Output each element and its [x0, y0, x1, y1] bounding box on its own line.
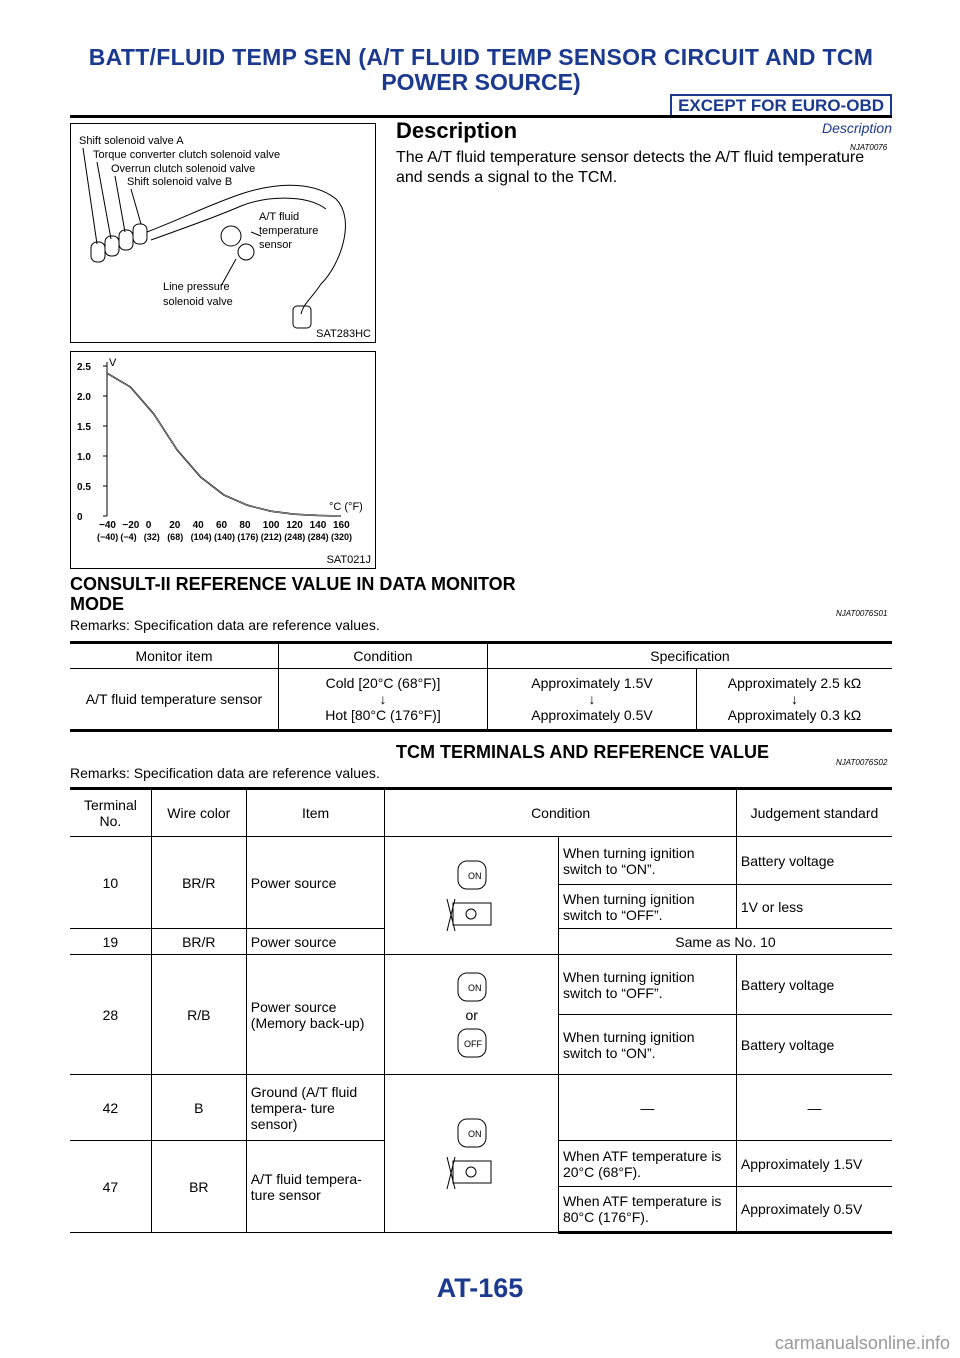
spec-k2: Approximately 0.3 kΩ [727, 707, 862, 723]
x-tick-label-f: (104) [190, 532, 212, 542]
description-line2: and sends a signal to the TCM. [396, 169, 618, 186]
cell-condition: When turning ignition switch to “OFF”. [558, 955, 736, 1015]
cell-item: Power source [246, 837, 385, 929]
cell-item: Power source (Memory back-up) [246, 955, 385, 1075]
ignition-off-icon [450, 1025, 494, 1061]
cell-no: 10 [70, 837, 151, 929]
ignition-on-icon [450, 1115, 494, 1151]
x-tick-label-f: (212) [260, 532, 282, 542]
spec-v1: Approximately 1.5V [531, 675, 653, 691]
th-wire: Wire color [151, 789, 246, 837]
svg-text:ON: ON [467, 1128, 482, 1139]
x-tick-label: 120 [286, 520, 303, 531]
svg-text:OFF: OFF [463, 1038, 482, 1049]
cell-condition: When turning ignition switch to “ON”. [558, 837, 736, 885]
label-shift-a: Shift solenoid valve A [79, 135, 184, 147]
x-tick-label: 140 [309, 520, 327, 531]
th-condition: Condition [385, 789, 736, 837]
consult-spec-volt [488, 669, 697, 731]
x-tick-label-f: (140) [214, 532, 236, 542]
arrow-down: ↓ [588, 691, 596, 707]
cell-no: 28 [70, 955, 151, 1075]
ignition-on-icon [450, 857, 494, 893]
svg-text:ON: ON [467, 982, 482, 993]
cell-judgement: 1V or less [736, 885, 892, 929]
engine-icon [445, 895, 499, 935]
header-title-line1: BATT/FLUID TEMP SEN (A/T FLUID TEMP SENSOR CIRCUIT AND TCM [88, 44, 874, 70]
consult-table [70, 641, 892, 732]
cell-condition: When ATF temperature is 20°C (68°F). [558, 1141, 736, 1187]
consult-heading-line2: MODE [70, 594, 124, 614]
tcm-row-42 [70, 1075, 892, 1141]
consult-condition [279, 669, 488, 731]
page-header [70, 44, 892, 136]
cell-color: B [151, 1075, 246, 1141]
x-tick-label-f: (248) [284, 532, 306, 542]
label-atf2: temperature [259, 225, 319, 237]
x-tick-label-f: (320) [331, 532, 353, 542]
description-line1: The A/T fluid temperature sensor detects the A/T fluid temperature [396, 149, 865, 166]
consult-header-row [70, 643, 892, 669]
cell-condition: When ATF temperature is 80°C (176°F). [558, 1187, 736, 1233]
temp-sensor-chart [70, 351, 376, 569]
th-monitor-item: Monitor item [70, 643, 279, 669]
consult-spec-kohm [697, 669, 893, 731]
label-atf1: A/T fluid [259, 211, 300, 223]
spec-k1: Approximately 2.5 kΩ [727, 675, 862, 691]
cond-cold: Cold [20°C (68°F)] [325, 675, 441, 691]
consult-item: A/T fluid temperature sensor [70, 669, 279, 731]
th-condition: Condition [279, 643, 488, 669]
x-tick-label: 20 [169, 520, 181, 531]
consult-remark: Remarks: Specification data are reference values. [70, 617, 380, 633]
header-title-line2: POWER SOURCE) [381, 69, 581, 95]
ignition-on-icon [450, 969, 494, 1005]
y-tick-label: 2.0 [77, 392, 91, 403]
th-judgement: Judgement standard [736, 789, 892, 837]
x-unit-label: °C (°F) [329, 501, 363, 513]
label-overrun: Overrun clutch solenoid valve [111, 163, 256, 175]
tcm-table [70, 787, 892, 1234]
cell-judgement: — [736, 1075, 892, 1141]
cell-same: Same as No. 10 [558, 929, 892, 955]
cell-item: Power source [246, 929, 385, 955]
description-heading: Description [396, 118, 518, 143]
arrow-down: ↓ [791, 691, 798, 707]
tcm-row-10a [70, 837, 892, 885]
cell-condition: When turning ignition switch to “ON”. [558, 1015, 736, 1075]
x-tick-label-f: (176) [237, 532, 259, 542]
cell-color: BR [151, 1141, 246, 1233]
x-tick-label: −20 [122, 520, 140, 531]
x-tick-label: 80 [239, 520, 251, 531]
tcm-heading: TCM TERMINALS AND REFERENCE VALUE [396, 742, 769, 762]
spec-v2: Approximately 0.5V [531, 707, 653, 723]
th-terminal: Terminal No. [70, 789, 151, 837]
figure1-id: SAT283HC [316, 328, 371, 340]
label-line1: Line pressure [163, 281, 230, 293]
or-label: or [465, 1006, 478, 1023]
label-shift-b: Shift solenoid valve B [127, 176, 233, 188]
x-tick-label: 100 [262, 520, 280, 531]
cell-judgement: Battery voltage [736, 837, 892, 885]
cell-condition: When turning ignition switch to “OFF”. [558, 885, 736, 929]
cell-item: A/T fluid tempera- ture sensor [246, 1141, 385, 1233]
icon-cell-on-off [385, 955, 559, 1075]
cell-no: 42 [70, 1075, 151, 1141]
cell-judgement: Battery voltage [736, 955, 892, 1015]
x-tick-label: 60 [216, 520, 228, 531]
cell-item: Ground (A/T fluid tempera- ture sensor) [246, 1075, 385, 1141]
icon-cell-on-engine [385, 1075, 559, 1233]
y-tick-label: 0.5 [77, 482, 91, 493]
consult-code: NJAT0076S01 [836, 609, 888, 618]
header-badge: EXCEPT FOR EURO-OBD [670, 94, 892, 118]
cell-judgement: Approximately 0.5V [736, 1187, 892, 1233]
icon-cell-on-engine [385, 837, 559, 955]
consult-row [70, 669, 892, 731]
label-line2: solenoid valve [163, 296, 233, 308]
tcm-remark: Remarks: Specification data are reference values. [70, 765, 380, 781]
cell-condition: — [558, 1075, 736, 1141]
svg-text:ON: ON [467, 870, 482, 881]
arrow-down: ↓ [379, 691, 387, 707]
tcm-header-row [70, 789, 892, 837]
figure2-id: SAT021J [326, 554, 371, 566]
x-tick-label: 0 [145, 520, 152, 531]
cell-color: BR/R [151, 837, 246, 929]
cond-hot: Hot [80°C (176°F)] [325, 707, 441, 723]
cell-color: R/B [151, 955, 246, 1075]
x-tick-label-f: (−4) [120, 532, 137, 542]
cell-judgement: Battery voltage [736, 1015, 892, 1075]
tcm-code: NJAT0076S02 [836, 758, 888, 767]
y-tick-label: 1.0 [77, 452, 91, 463]
x-tick-label-f: (−40) [97, 532, 119, 542]
x-tick-label: 40 [192, 520, 204, 531]
consult-heading-line1: CONSULT-II REFERENCE VALUE IN DATA MONITOR [70, 574, 516, 594]
cell-color: BR/R [151, 929, 246, 955]
x-tick-label: −40 [99, 520, 116, 531]
header-subtitle: Description [821, 120, 892, 136]
x-tick-label: 160 [333, 520, 350, 531]
page-number: AT-165 [436, 1273, 524, 1303]
cell-no: 19 [70, 929, 151, 955]
chart-svg [71, 352, 375, 568]
y-tick-label: 0 [77, 512, 83, 523]
cell-no: 47 [70, 1141, 151, 1233]
cell-judgement: Approximately 1.5V [736, 1141, 892, 1187]
solenoid-figure [70, 123, 376, 343]
y-tick-label: 1.5 [77, 422, 91, 433]
y-unit-label: V [109, 357, 117, 369]
th-item: Item [246, 789, 385, 837]
x-tick-label-f: (284) [307, 532, 329, 542]
description-code: NJAT0076 [850, 143, 888, 152]
x-tick-label-f: (32) [143, 532, 160, 542]
x-tick-label-f: (68) [167, 532, 184, 542]
series-line [107, 373, 341, 516]
tcm-row-28a [70, 955, 892, 1015]
solenoid-diagram [71, 124, 375, 342]
th-specification: Specification [488, 643, 893, 669]
engine-icon [445, 1153, 499, 1193]
label-atf3: sensor [259, 239, 293, 251]
label-tcc: Torque converter clutch solenoid valve [93, 149, 281, 161]
y-tick-label: 2.5 [77, 362, 91, 373]
watermark: carmanualsonline.info [774, 1333, 950, 1353]
